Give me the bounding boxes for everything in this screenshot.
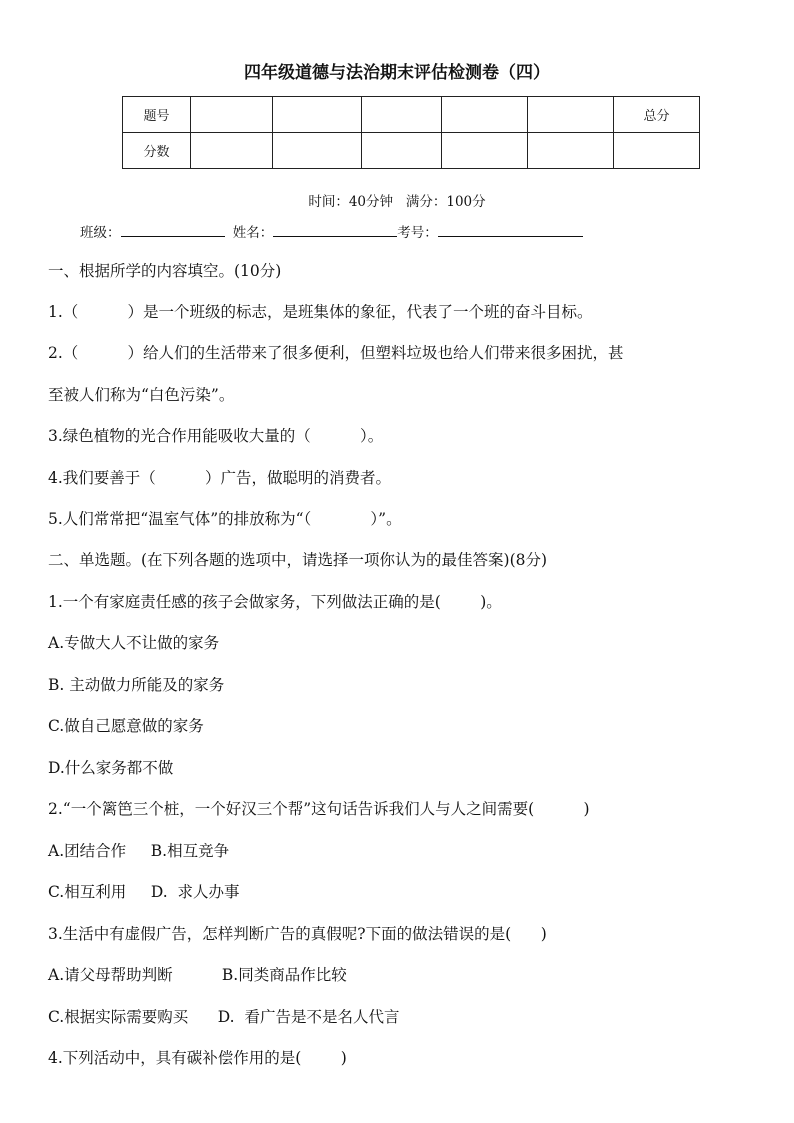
name-label: 姓名： <box>232 225 274 241</box>
score-cell <box>191 133 273 169</box>
score-table-row-score <box>123 133 700 169</box>
exam-no-label: 考号： <box>397 225 438 241</box>
s2-q1-option-c: C.做自己愿意做的家务 <box>48 717 204 735</box>
s2-q1-option-a: A.专做大人不让做的家务 <box>48 634 220 652</box>
total-label: 总分 <box>614 97 700 133</box>
score-cell <box>362 133 442 169</box>
s2-q2-options-cd: C.相互利用 D. 求人办事 <box>48 883 240 901</box>
class-blank[interactable] <box>121 235 225 237</box>
s1-question-4: 4.我们要善于（ ）广告，做聪明的消费者。 <box>48 469 392 487</box>
score-label: 分数 <box>123 133 191 169</box>
total-score-cell <box>614 133 700 169</box>
s1-question-2-cont: 至被人们称为“白色污染”。 <box>48 386 235 404</box>
score-cell <box>442 133 528 169</box>
score-cell <box>362 97 442 133</box>
s2-q1-option-b: B. 主动做力所能及的家务 <box>48 676 225 694</box>
s2-question-3: 3.生活中有虚假广告，怎样判断广告的真假呢?下面的做法错误的是( ) <box>48 925 547 943</box>
score-cell <box>528 97 614 133</box>
s2-question-1: 1.一个有家庭责任感的孩子会做家务，下列做法正确的是( )。 <box>48 593 502 611</box>
page-title: 四年级道德与法治期末评估检测卷（四） <box>244 63 550 83</box>
score-cell <box>191 97 273 133</box>
s1-question-3: 3.绿色植物的光合作用能吸收大量的（ ）。 <box>48 427 384 445</box>
score-cell <box>442 97 528 133</box>
exam-no-blank[interactable] <box>438 235 583 237</box>
question-no-label: 题号 <box>123 97 191 133</box>
score-cell <box>273 97 362 133</box>
s1-question-2: 2.（ ）给人们的生活带来了很多便利，但塑料垃圾也给人们带来很多困扰，甚 <box>48 344 624 362</box>
name-blank[interactable] <box>273 235 397 237</box>
class-label: 班级： <box>80 225 121 241</box>
score-cell <box>273 133 362 169</box>
score-table <box>122 96 700 169</box>
section1-heading: 一、根据所学的内容填空。(10分) <box>48 262 282 280</box>
s2-q2-options-ab: A.团结合作 B.相互竞争 <box>48 842 230 860</box>
score-cell <box>528 133 614 169</box>
student-fields <box>80 221 583 241</box>
exam-info: 时间：40分钟 满分：100分 <box>308 194 486 210</box>
s2-q3-options-cd: C.根据实际需要购买 D. 看广告是不是名人代言 <box>48 1008 400 1026</box>
s2-q1-option-d: D.什么家务都不做 <box>48 759 174 777</box>
s2-question-4: 4.下列活动中，具有碳补偿作用的是( ) <box>48 1049 347 1067</box>
s2-q3-options-ab: A.请父母帮助判断 B.同类商品作比较 <box>48 966 347 984</box>
s1-question-5: 5.人们常常把“温室气体”的排放称为“（ ）”。 <box>48 510 402 528</box>
score-table-row-question-no <box>123 97 700 133</box>
s1-question-1: 1.（ ）是一个班级的标志，是班集体的象征，代表了一个班的奋斗目标。 <box>48 303 593 321</box>
section2-heading: 二、单选题。(在下列各题的选项中，请选择一项你认为的最佳答案)(8分) <box>48 551 548 569</box>
s2-question-2: 2.“一个篱笆三个桩，一个好汉三个帮”这句话告诉我们人与人之间需要( ) <box>48 800 590 818</box>
